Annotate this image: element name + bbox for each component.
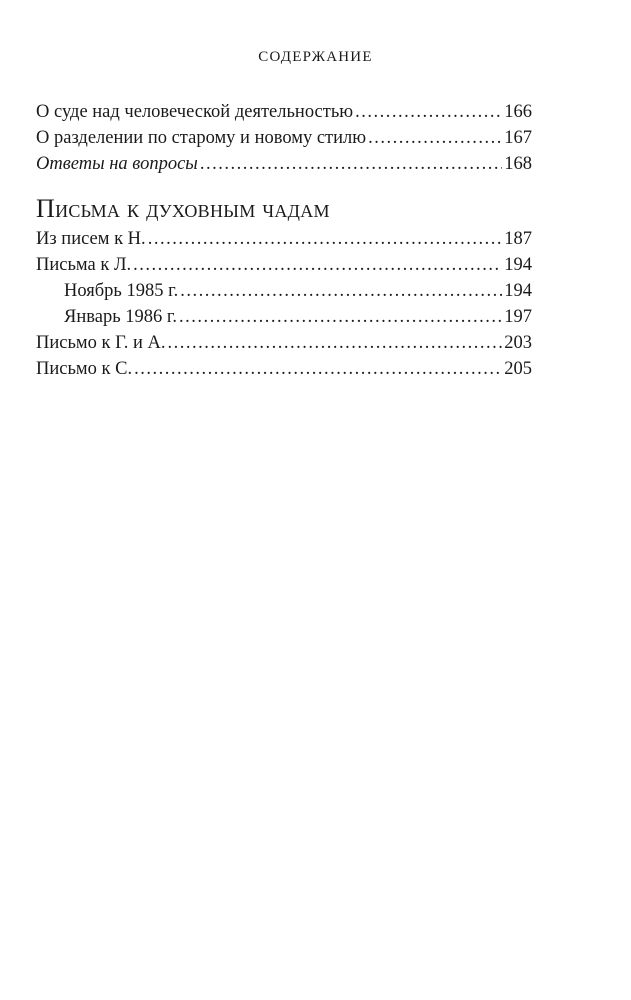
toc-list-top	[36, 99, 532, 177]
toc-entry-title: Письмо к С.	[36, 359, 133, 379]
toc-entry-page: 167	[504, 128, 532, 148]
toc-entry	[36, 330, 532, 356]
toc-entry-page: 205	[504, 359, 532, 379]
toc-dot-leader	[355, 99, 502, 125]
toc-dot-leader	[180, 278, 502, 304]
toc-entry-title: О разделении по старому и новому стилю	[36, 128, 367, 148]
toc-entry-page: 187	[504, 229, 532, 249]
toc-entry-title: О суде над человеческой деятельностью	[36, 102, 354, 122]
toc-entry-page: 166	[504, 102, 532, 122]
toc-entry-page: 194	[504, 255, 532, 275]
toc-dot-leader	[368, 125, 502, 151]
toc-entry-page: 203	[504, 333, 532, 353]
toc-entry	[36, 99, 532, 125]
toc-subentry	[36, 304, 532, 330]
toc-entry-title: Из писем к Н.	[36, 229, 146, 249]
toc-list-bottom	[36, 226, 532, 382]
toc-dot-leader	[200, 151, 502, 177]
toc-entry	[36, 252, 532, 278]
toc-entry-page: 194	[504, 281, 532, 301]
toc-dot-leader	[134, 356, 502, 382]
toc-dot-leader	[133, 252, 502, 278]
toc-entry-title: Ноябрь 1985 г.	[64, 281, 179, 301]
toc-entry-title: Письма к Л.	[36, 255, 132, 275]
running-head: СОДЕРЖАНИЕ	[258, 49, 373, 65]
toc-entry	[36, 226, 532, 252]
toc-entry-page: 168	[504, 154, 532, 174]
toc-entry	[36, 356, 532, 382]
toc-dot-leader	[167, 330, 502, 356]
toc-entry-title: Ответы на вопросы	[36, 154, 198, 174]
toc-entry	[36, 125, 532, 151]
toc-entry-title: Январь 1986 г.	[64, 307, 178, 327]
toc-entry-page: 197	[504, 307, 532, 327]
toc-entry-title: Письмо к Г. и А.	[36, 333, 166, 353]
toc-dot-leader	[179, 304, 502, 330]
toc-entry	[36, 151, 532, 177]
toc-dot-leader	[148, 226, 503, 252]
section-heading: Письма к духовным чадам	[36, 194, 330, 223]
toc-subentry	[36, 278, 532, 304]
